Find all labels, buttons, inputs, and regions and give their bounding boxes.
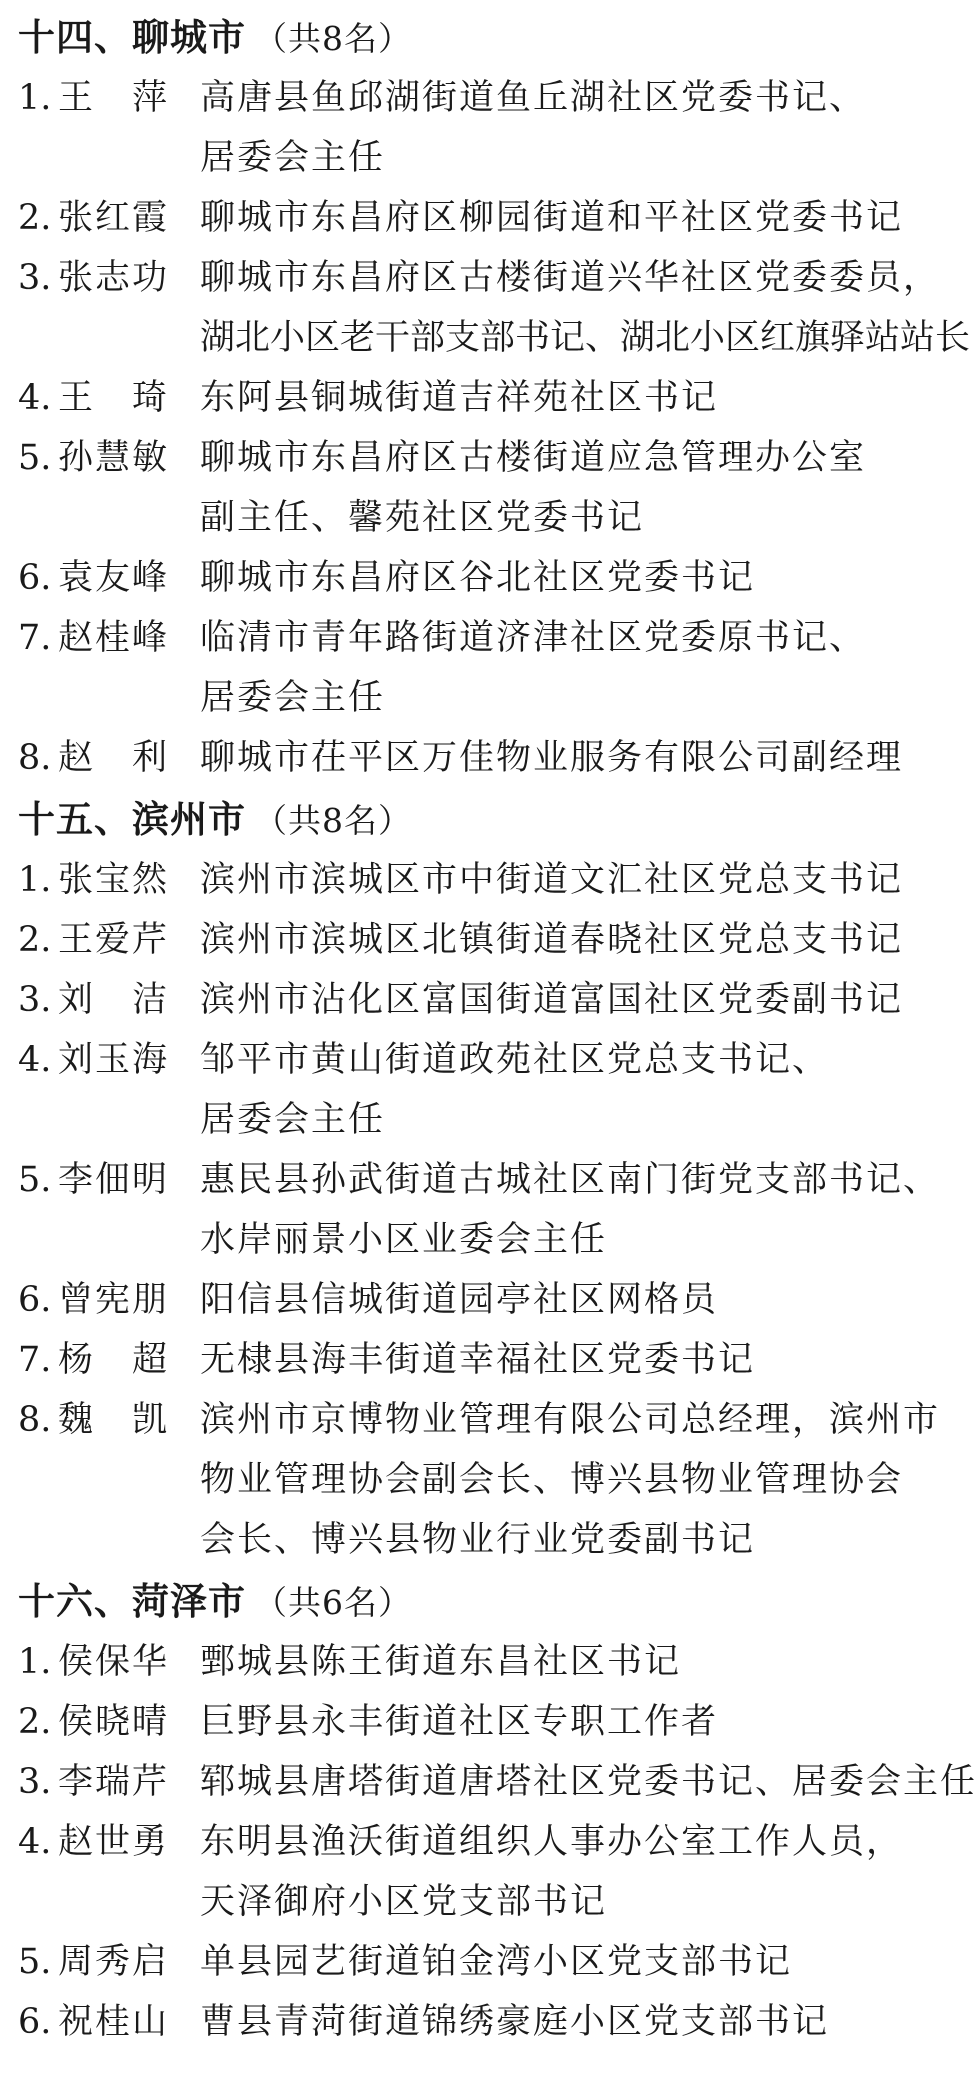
position-line: 邹平市黄山街道政苑社区党总支书记、	[200, 1040, 830, 1080]
entry-number: 1.	[18, 78, 52, 118]
entry-number: 6.	[18, 558, 52, 598]
person-position	[200, 970, 980, 1030]
person-name: 侯晓晴	[58, 1702, 170, 1742]
list-item	[18, 188, 980, 248]
position-line: 高唐县鱼邱湖街道鱼丘湖社区党委书记、	[200, 78, 867, 118]
person-position	[200, 1812, 980, 1932]
position-line: 聊城市东昌府区谷北社区党委书记	[200, 558, 756, 598]
entry-number: 1.	[18, 1642, 52, 1682]
list-item	[18, 1932, 980, 1992]
list-item	[18, 1330, 980, 1390]
entry-number: 4.	[18, 1822, 52, 1862]
position-line: 居委会主任	[200, 138, 386, 178]
list-item	[18, 368, 980, 428]
list-item	[18, 548, 980, 608]
person-name: 王 琦	[58, 378, 170, 418]
entry-number: 8.	[18, 1400, 52, 1440]
list-item	[18, 1030, 980, 1150]
person-position	[200, 548, 980, 608]
person-position	[200, 68, 980, 188]
person-position	[200, 1992, 980, 2052]
position-line: 物业管理协会副会长、博兴县物业管理协会	[200, 1460, 904, 1500]
entry-number: 4.	[18, 1040, 52, 1080]
position-line: 滨州市滨城区北镇街道春晓社区党总支书记	[200, 920, 904, 960]
person-position	[200, 728, 980, 788]
entry-number: 5.	[18, 1160, 52, 1200]
person-position	[200, 1932, 980, 1992]
entry-number: 6.	[18, 2002, 52, 2042]
position-line: 天泽御府小区党支部书记	[200, 1882, 608, 1922]
person-name: 孙慧敏	[58, 438, 170, 478]
person-name: 王 萍	[58, 78, 170, 118]
list-item	[18, 1752, 980, 1812]
section-count: （共6名）	[254, 1583, 412, 1622]
person-name: 刘 洁	[58, 980, 170, 1020]
person-name: 赵桂峰	[58, 618, 170, 658]
position-line: 单县园艺街道铂金湾小区党支部书记	[200, 1942, 793, 1982]
section-header	[18, 6, 980, 68]
person-position	[200, 1632, 980, 1692]
list-item	[18, 1150, 980, 1270]
person-position	[200, 1270, 980, 1330]
entry-number: 4.	[18, 378, 52, 418]
position-line: 临清市青年路街道济津社区党委原书记、	[200, 618, 867, 658]
person-position	[200, 850, 980, 910]
person-name: 袁友峰	[58, 558, 170, 598]
position-line: 居委会主任	[200, 1100, 386, 1140]
person-name: 王爱芹	[58, 920, 170, 960]
position-line: 副主任、馨苑社区党委书记	[200, 498, 645, 538]
person-name: 张宝然	[58, 860, 170, 900]
person-name: 赵 利	[58, 738, 170, 778]
position-line: 滨州市京博物业管理有限公司总经理，滨州市	[200, 1400, 941, 1440]
person-position	[200, 1030, 980, 1150]
position-line: 滨州市沾化区富国街道富国社区党委副书记	[200, 980, 904, 1020]
list-item	[18, 428, 980, 548]
position-line: 滨州市滨城区市中街道文汇社区党总支书记	[200, 860, 904, 900]
list-item	[18, 68, 980, 188]
position-line: 聊城市东昌府区古楼街道应急管理办公室	[200, 438, 867, 478]
person-position	[200, 608, 980, 728]
position-line: 东明县渔沃街道组织人事办公室工作人员，	[200, 1822, 904, 1862]
entry-number: 5.	[18, 438, 52, 478]
position-line: 鄄城县陈王街道东昌社区书记	[200, 1642, 682, 1682]
list-item	[18, 850, 980, 910]
position-line: 湖北小区老干部支部书记、湖北小区红旗驿站站长	[200, 318, 971, 358]
person-position	[200, 248, 980, 368]
entry-number: 2.	[18, 920, 52, 960]
person-name: 李瑞芹	[58, 1762, 170, 1802]
person-name: 张志功	[58, 258, 170, 298]
list-item	[18, 1692, 980, 1752]
entry-number: 2.	[18, 1702, 52, 1742]
entry-number: 5.	[18, 1942, 52, 1982]
position-line: 聊城市东昌府区柳园街道和平社区党委书记	[200, 198, 904, 238]
list-item	[18, 248, 980, 368]
position-line: 惠民县孙武街道古城社区南门街党支部书记、	[200, 1160, 941, 1200]
person-name: 祝桂山	[58, 2002, 170, 2042]
position-line: 聊城市茌平区万佳物业服务有限公司副经理	[200, 738, 904, 778]
person-position	[200, 1692, 980, 1752]
section-title: 十五、滨州市	[18, 797, 246, 841]
section-count: （共8名）	[254, 19, 412, 58]
person-position	[200, 188, 980, 248]
entry-number: 1.	[18, 860, 52, 900]
entry-number: 6.	[18, 1280, 52, 1320]
position-line: 居委会主任	[200, 678, 386, 718]
person-name: 周秀启	[58, 1942, 170, 1982]
entry-number: 7.	[18, 1340, 52, 1380]
list-item	[18, 608, 980, 728]
section-header	[18, 1570, 980, 1632]
list-item	[18, 1390, 980, 1570]
person-name: 赵世勇	[58, 1822, 170, 1862]
person-position	[200, 428, 980, 548]
position-line: 会长、博兴县物业行业党委副书记	[200, 1520, 756, 1560]
position-line: 水岸丽景小区业委会主任	[200, 1220, 608, 1260]
position-line: 巨野县永丰街道社区专职工作者	[200, 1702, 719, 1742]
position-line: 阳信县信城街道园亭社区网格员	[200, 1280, 719, 1320]
section-title: 十四、聊城市	[18, 15, 246, 59]
position-line: 东阿县铜城街道吉祥苑社区书记	[200, 378, 719, 418]
person-position	[200, 1330, 980, 1390]
entry-number: 8.	[18, 738, 52, 778]
entry-number: 3.	[18, 1762, 52, 1802]
person-name: 侯保华	[58, 1642, 170, 1682]
entry-number: 3.	[18, 980, 52, 1020]
person-position	[200, 1150, 980, 1270]
list-item	[18, 910, 980, 970]
position-line: 郓城县唐塔街道唐塔社区党委书记、居委会主任	[200, 1762, 978, 1802]
person-position	[200, 910, 980, 970]
list-item	[18, 1992, 980, 2052]
section-count: （共8名）	[254, 801, 412, 840]
list-item	[18, 1270, 980, 1330]
list-item	[18, 970, 980, 1030]
entry-number: 7.	[18, 618, 52, 658]
section-header	[18, 788, 980, 850]
person-position	[200, 368, 980, 428]
list-item	[18, 1812, 980, 1932]
person-name: 魏 凯	[58, 1400, 170, 1440]
person-name: 杨 超	[58, 1340, 170, 1380]
section-title: 十六、菏泽市	[18, 1579, 246, 1623]
position-line: 聊城市东昌府区古楼街道兴华社区党委委员，	[200, 258, 941, 298]
list-item	[18, 728, 980, 788]
person-position	[200, 1752, 980, 1812]
person-name: 张红霞	[58, 198, 170, 238]
person-name: 曾宪朋	[58, 1280, 170, 1320]
person-name: 李佃明	[58, 1160, 170, 1200]
position-line: 曹县青菏街道锦绣豪庭小区党支部书记	[200, 2002, 830, 2042]
person-position	[200, 1390, 980, 1570]
entry-number: 3.	[18, 258, 52, 298]
position-line: 无棣县海丰街道幸福社区党委书记	[200, 1340, 756, 1380]
entry-number: 2.	[18, 198, 52, 238]
person-name: 刘玉海	[58, 1040, 170, 1080]
list-item	[18, 1632, 980, 1692]
